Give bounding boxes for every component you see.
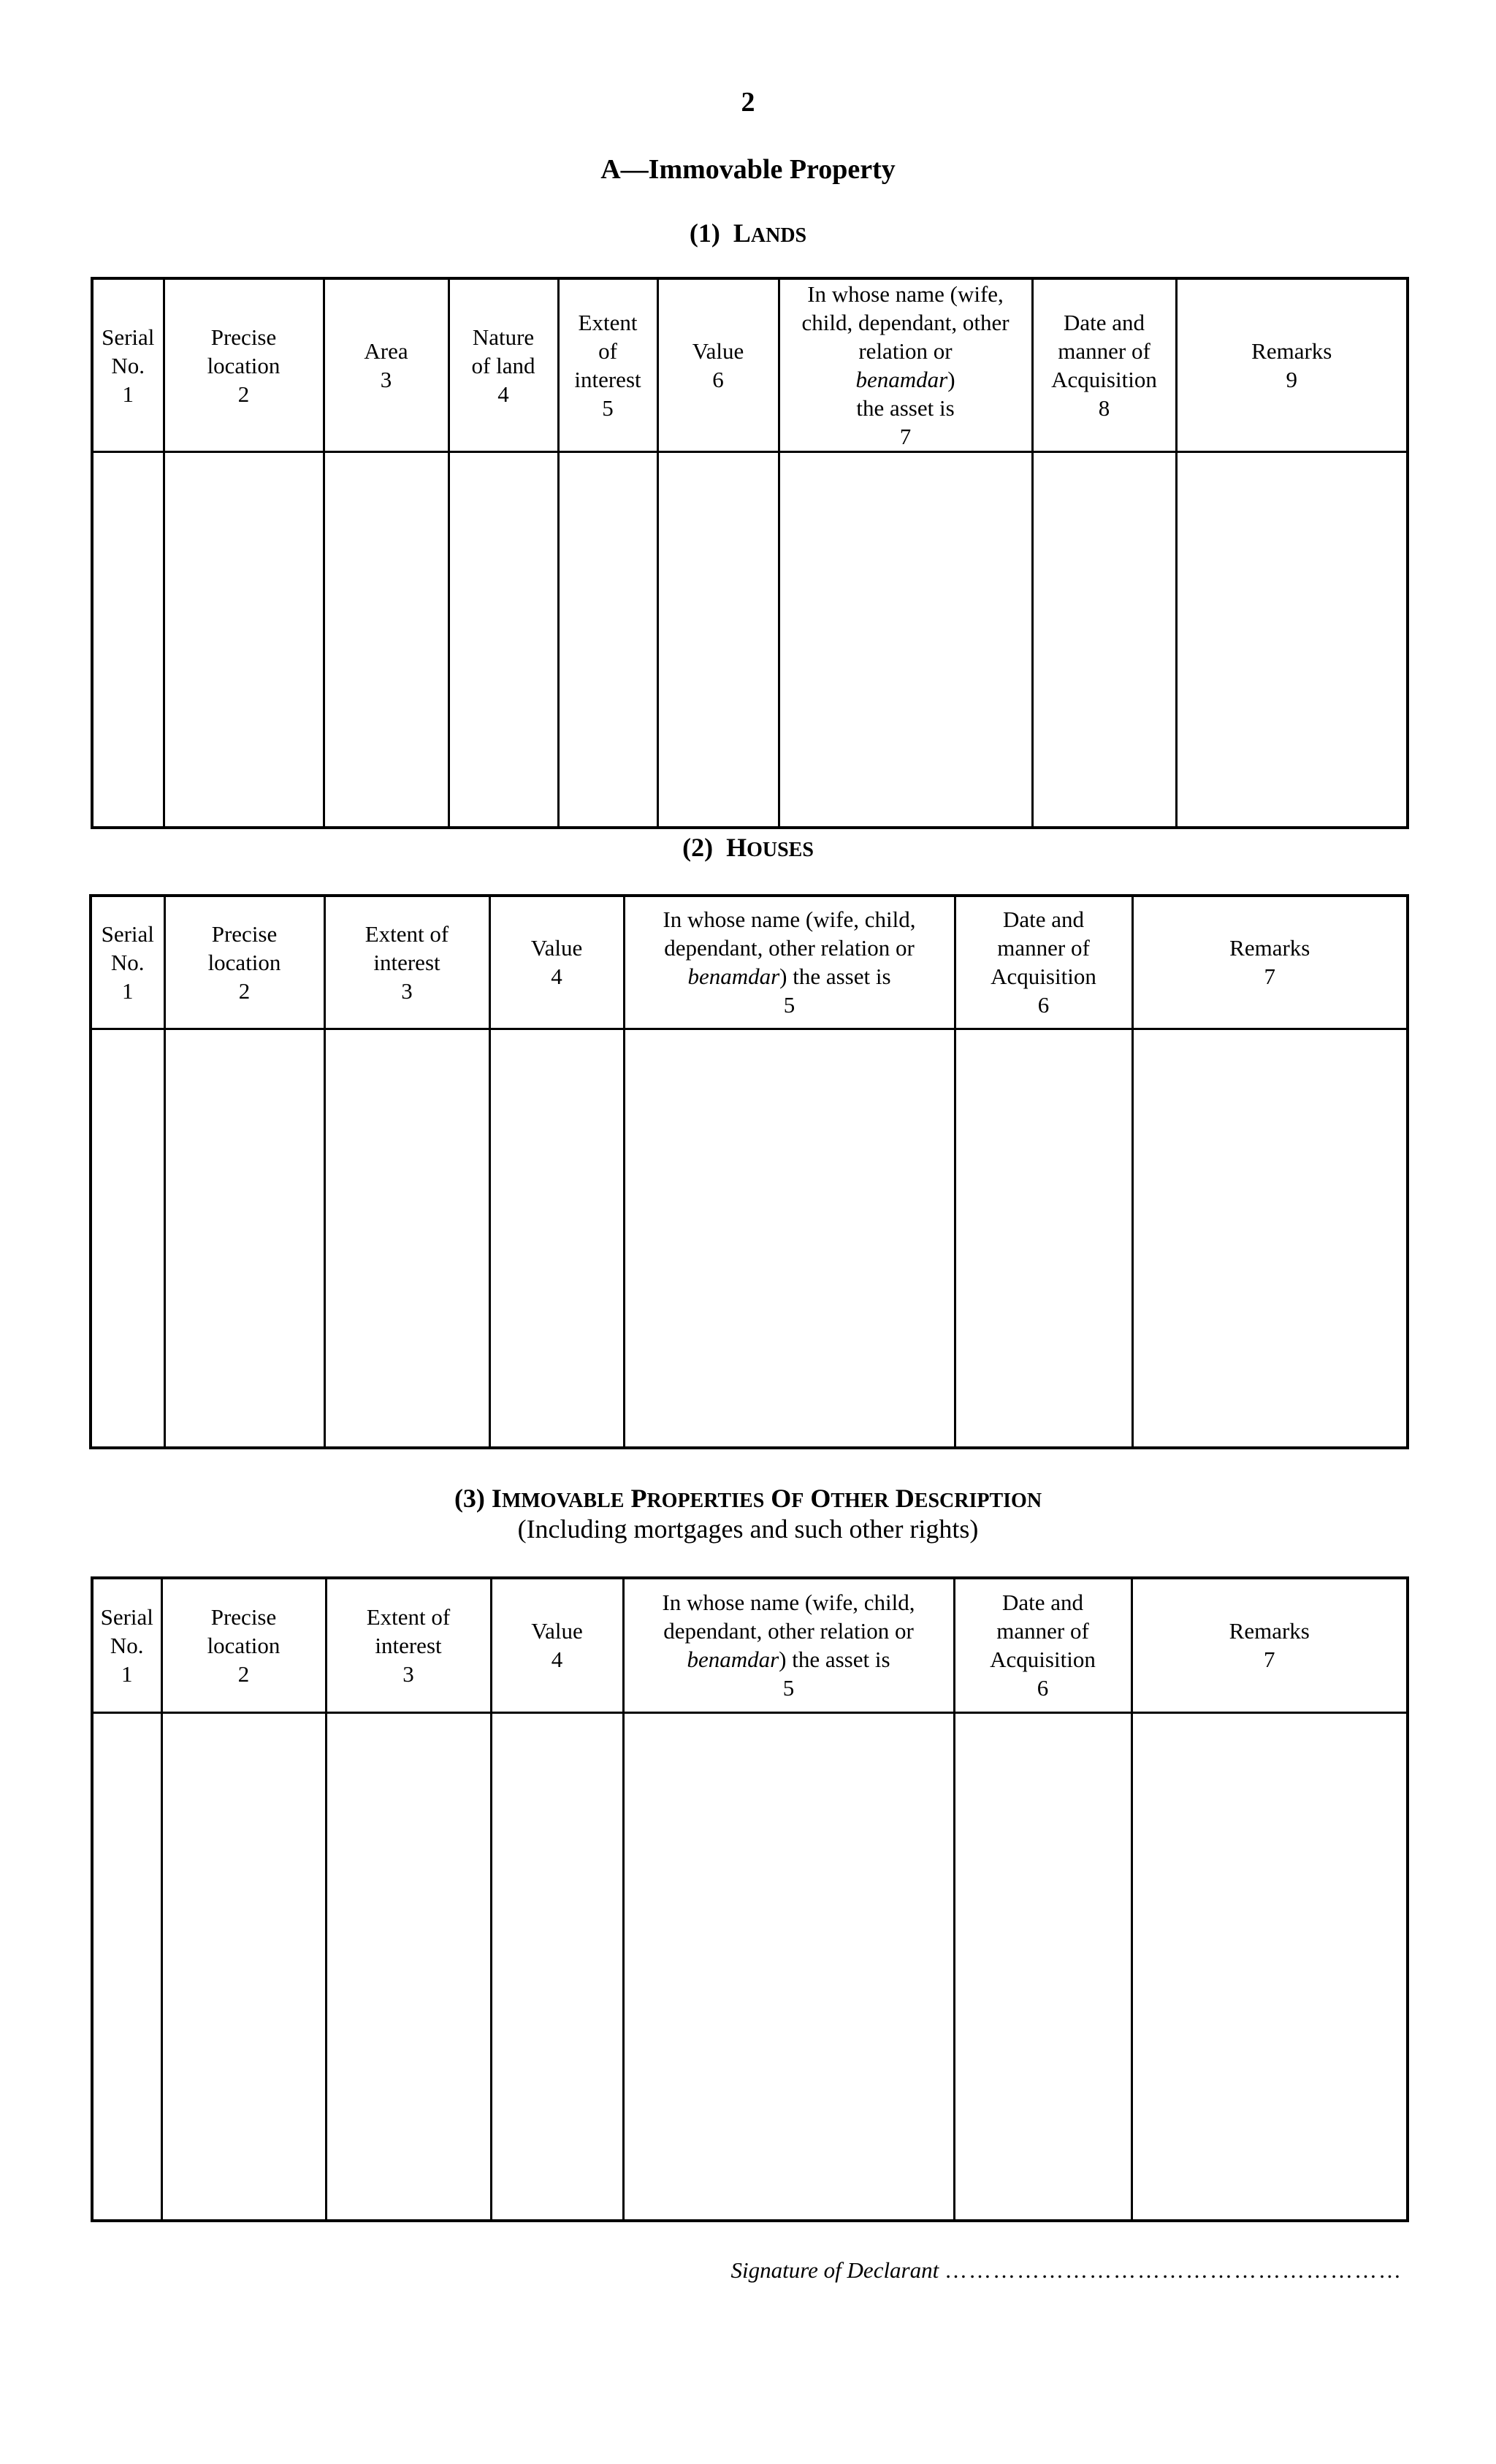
houses-cell[interactable]	[164, 1029, 324, 1448]
lands-cell[interactable]	[558, 452, 657, 828]
houses-heading	[0, 832, 1496, 863]
other-heading-word: OTHER	[810, 1484, 889, 1513]
lands-col-acquisition: Date and manner of Acquisition 8	[1032, 278, 1176, 452]
lands-col-location: Precise location 2	[164, 278, 324, 452]
houses-col-serial: Serial No. 1	[91, 896, 164, 1029]
other-col-acquisition: Date and manner of Acquisition 6	[954, 1578, 1131, 1712]
lands-col-nature: Nature of land 4	[449, 278, 558, 452]
other-cell[interactable]	[1131, 1712, 1408, 2221]
houses-entry-row	[91, 1029, 1408, 1448]
other-heading-word: PROPERTIES	[630, 1484, 765, 1513]
lands-col-extent: Extent of interest 5	[558, 278, 657, 452]
houses-cell[interactable]	[624, 1029, 955, 1448]
other-cell[interactable]	[161, 1712, 326, 2221]
other-col-serial: Serial No. 1	[92, 1578, 161, 1712]
houses-cell[interactable]	[1132, 1029, 1408, 1448]
other-col-extent: Extent of interest 3	[326, 1578, 491, 1712]
lands-cell[interactable]	[1032, 452, 1176, 828]
signature-label: Signature of Declarant	[730, 2257, 939, 2283]
other-heading-word: OF	[771, 1484, 804, 1513]
other-header-row	[92, 1578, 1408, 1712]
lands-heading	[0, 218, 1496, 248]
other-cell[interactable]	[326, 1712, 491, 2221]
other-subheading: (Including mortgages and such other rights)	[517, 1514, 979, 1544]
other-cell[interactable]	[92, 1712, 161, 2221]
lands-cell[interactable]	[92, 452, 164, 828]
other-col-remarks: Remarks 7	[1131, 1578, 1408, 1712]
other-entry-row	[92, 1712, 1408, 2221]
other-col-value: Value 4	[491, 1578, 623, 1712]
lands-heading-number: (1)	[689, 218, 720, 248]
lands-heading-rest: ANDS	[750, 224, 807, 247]
other-heading	[0, 1483, 1496, 1514]
houses-col-extent: Extent of interest 3	[324, 896, 489, 1029]
other-table	[91, 1576, 1409, 2222]
houses-col-acquisition: Date and manner of Acquisition 6	[955, 896, 1132, 1029]
lands-cell[interactable]	[449, 452, 558, 828]
houses-col-remarks: Remarks 7	[1132, 896, 1408, 1029]
houses-col-location: Precise location 2	[164, 896, 324, 1029]
other-cell[interactable]	[954, 1712, 1131, 2221]
lands-cell[interactable]	[1176, 452, 1408, 828]
lands-header-row	[92, 278, 1408, 452]
lands-col-area: Area 3	[324, 278, 449, 452]
houses-header-row	[91, 896, 1408, 1029]
lands-table	[91, 277, 1409, 829]
lands-cell[interactable]	[779, 452, 1032, 828]
houses-cell[interactable]	[489, 1029, 624, 1448]
houses-heading-initial: H	[726, 833, 747, 862]
signature-line	[701, 2257, 1402, 2284]
houses-table	[89, 894, 1409, 1449]
other-cell[interactable]	[623, 1712, 954, 2221]
houses-cell[interactable]	[955, 1029, 1132, 1448]
other-heading-number: (3)	[454, 1484, 485, 1513]
other-heading-word: DESCRIPTION	[895, 1484, 1042, 1513]
houses-cell[interactable]	[91, 1029, 164, 1448]
page-title: A—Immovable Property	[600, 154, 896, 185]
houses-col-value: Value 4	[489, 896, 624, 1029]
lands-cell[interactable]	[657, 452, 779, 828]
other-cell[interactable]	[491, 1712, 623, 2221]
other-col-location: Precise location 2	[161, 1578, 326, 1712]
houses-heading-number: (2)	[682, 833, 714, 862]
signature-field[interactable]: …………………………………………………	[944, 2257, 1402, 2283]
lands-cell[interactable]	[324, 452, 449, 828]
lands-col-value: Value 6	[657, 278, 779, 452]
lands-col-whose-name: In whose name (wife, child, dependant, other relation or benamdar) the asset is 7	[779, 278, 1032, 452]
lands-cell[interactable]	[164, 452, 324, 828]
lands-heading-initial: L	[733, 218, 751, 248]
other-heading-word: IMMOVABLE	[491, 1484, 625, 1513]
houses-cell[interactable]	[324, 1029, 489, 1448]
lands-col-serial: Serial No. 1	[92, 278, 164, 452]
houses-col-whose-name: In whose name (wife, child, dependant, other relation or benamdar) the asset is 5	[624, 896, 955, 1029]
houses-heading-rest: OUSES	[747, 839, 814, 861]
lands-entry-row	[92, 452, 1408, 828]
lands-col-remarks: Remarks 9	[1176, 278, 1408, 452]
page-number: 2	[741, 87, 755, 118]
other-col-whose-name: In whose name (wife, child, dependant, other relation or benamdar) the asset is 5	[623, 1578, 954, 1712]
